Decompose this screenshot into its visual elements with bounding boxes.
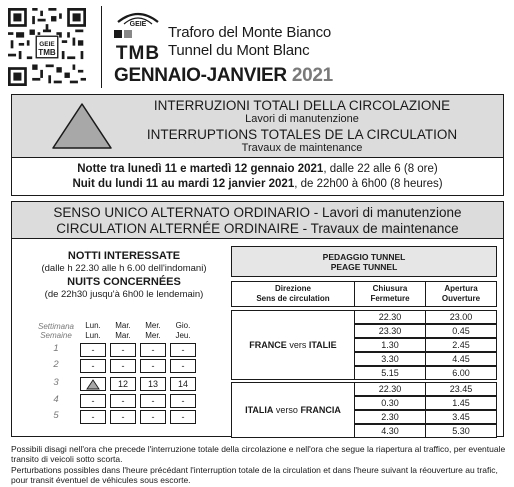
table-cell-opening: 4.45 [425, 352, 497, 366]
calendar-cell: - [170, 359, 196, 373]
col-close-it: Chiusura [372, 284, 408, 293]
table-cell-closing: 23.30 [354, 324, 426, 338]
day-header-tue [110, 321, 136, 341]
calendar-cell: 14 [170, 377, 196, 391]
table-cell-closing: 2.30 [354, 410, 426, 424]
calendar-cell: - [110, 394, 136, 408]
closure-notice-it [12, 163, 503, 175]
day-tue-it: Mar. [115, 321, 131, 330]
day-header-wed [140, 321, 166, 341]
calendar-cell: - [170, 394, 196, 408]
col-open-it: Apertura [444, 284, 478, 293]
year-label: 2021 [291, 65, 333, 86]
closure-date-it: Notte tra lunedì 11 e martedì 12 gennaio 2021 [77, 163, 324, 175]
table-cell-closing: 0.30 [354, 396, 426, 410]
alternating-title-it [12, 205, 503, 220]
day-wed-it: Mer. [145, 321, 161, 330]
direction-italia-francia [231, 382, 355, 438]
warning-triangle-icon [86, 379, 100, 390]
table-cell-opening: 6.00 [425, 366, 497, 380]
direction-from: FRANCE [249, 340, 287, 350]
closure-notice-fr [12, 178, 503, 190]
week-label-it: Settimana [37, 322, 75, 331]
table-cell-opening: 23.45 [425, 382, 497, 396]
column-header-closing [354, 281, 426, 307]
tmb-logo-icon [112, 4, 164, 62]
week-number: 2 [53, 359, 59, 370]
logo-bottom-text: TMB [115, 43, 161, 62]
svg-text:TMB: TMB [38, 48, 56, 58]
table-cell-closing: 22.30 [354, 310, 426, 324]
col-dir-fr: Sens de circulation [256, 294, 330, 303]
calendar-cell: - [110, 343, 136, 357]
table-cell-opening: 2.45 [425, 338, 497, 352]
calendar-cell: - [80, 410, 106, 424]
tunnel-name-it: Traforo del Monte Bianco [168, 24, 332, 41]
calendar-cell: - [140, 394, 166, 408]
alternating-title-fr [12, 221, 503, 236]
day-mon-it: Lun. [85, 321, 101, 330]
footnote-fr: Perturbations possibles dans l'heure précédant l'interruption totale de la circulation et dans l'heure suivant la réouverture au trafic, pour transit éventuel de véhicules sous escorte. [11, 465, 498, 485]
table-cell-opening: 1.45 [425, 396, 497, 410]
closure-hours-fr: , de 22h00 à 6h00 (8 heures) [294, 178, 443, 190]
table-cell-closing: 5.15 [354, 366, 426, 380]
header [0, 0, 514, 92]
qr-code-icon[interactable] [8, 8, 86, 86]
table-cell-opening: 23.00 [425, 310, 497, 324]
table-cell-closing: 1.30 [354, 338, 426, 352]
day-tue-fr: Mar. [115, 331, 131, 340]
calendar-cell: - [80, 343, 106, 357]
week-label-fr: Semaine [40, 331, 72, 340]
table-cell-closing: 4.30 [354, 424, 426, 438]
footnote-it: Possibili disagi nell'ora che precede l'interruzione totale della circolazione e nell'ora che segue la riapertura al traffico, per eventuale transito di veicoli sotto scorta. [11, 444, 506, 464]
nights-title-it: NOTTI INTERESSATE [67, 250, 181, 262]
total-closure-header [12, 95, 503, 158]
alternating-title-fr-main: CIRCULATION ALTERNÉE ORDINAIRE [56, 221, 299, 236]
tunnel-name-fr: Tunnel du Mont Blanc [168, 42, 310, 59]
week-number: 4 [53, 394, 59, 405]
direction-to: FRANCIA [300, 405, 341, 415]
calendar-cell-closure [80, 377, 106, 391]
logo-top-text: GEIE [129, 21, 147, 28]
table-cell-closing: 3.30 [354, 352, 426, 366]
column-header-direction [231, 281, 355, 307]
calendar-cell: - [110, 359, 136, 373]
calendar-cell: - [80, 359, 106, 373]
alternating-title-fr-sub: - Travaux de maintenance [298, 221, 459, 236]
calendar-cell: - [170, 343, 196, 357]
warning-triangle-icon [50, 101, 114, 151]
calendar-cell: - [170, 410, 196, 424]
toll-schedule-table [231, 246, 497, 434]
toll-title-it: PEDAGGIO TUNNEL [322, 252, 406, 262]
direction-france-italie [231, 310, 355, 380]
closure-date-fr: Nuit du lundi 11 au mardi 12 janvier 2021 [72, 178, 295, 190]
total-closure-panel [11, 94, 504, 196]
nights-sub-it: (dalle h 22.30 alle h 6.00 dell'indomani) [41, 263, 207, 274]
week-number: 3 [53, 377, 59, 388]
alternating-header [12, 202, 503, 239]
total-closure-title-fr: INTERRUPTIONS TOTALES DE LA CIRCULATION [146, 127, 458, 142]
total-closure-sub-fr: Travaux de maintenance [241, 142, 363, 154]
alternating-title-it-main: SENSO UNICO ALTERNATO ORDINARIO [53, 205, 310, 220]
calendar-cell: - [140, 410, 166, 424]
day-thu-fr: Jeu. [175, 331, 191, 340]
col-dir-it: Direzione [274, 284, 311, 293]
day-header-mon [80, 321, 106, 341]
alternating-traffic-panel [11, 201, 504, 437]
table-cell-opening: 0.45 [425, 324, 497, 338]
total-closure-title-it: INTERRUZIONI TOTALI DELLA CIRCOLAZIONE [153, 98, 451, 113]
closure-hours-it: , dalle 22 alle 6 (8 ore) [323, 163, 438, 175]
table-cell-opening: 3.45 [425, 410, 497, 424]
direction-to: ITALIE [308, 340, 337, 350]
day-mon-fr: Lun. [85, 331, 101, 340]
col-close-fr: Fermeture [370, 294, 410, 303]
col-open-fr: Ouverture [441, 294, 481, 303]
direction-connector: vers [289, 340, 307, 350]
direction-from: ITALIA [245, 405, 274, 415]
week-number: 1 [53, 343, 59, 354]
calendar-cell: 13 [140, 377, 166, 391]
page-title [114, 65, 333, 87]
week-number: 5 [53, 410, 59, 421]
svg-text:GEIE: GEIE [39, 41, 55, 49]
day-wed-fr: Mer. [145, 331, 161, 340]
nights-title-fr: NUITS CONCERNÉES [67, 276, 181, 288]
calendar-cell: - [110, 410, 136, 424]
header-divider [101, 6, 102, 88]
day-thu-it: Gio. [175, 321, 191, 330]
month-label: GENNAIO-JANVIER [114, 65, 287, 86]
calendar-cell: - [140, 359, 166, 373]
nights-sub-fr: (de 22h30 jusqu'à 6h00 le lendemain) [44, 289, 204, 300]
table-cell-closing: 22.30 [354, 382, 426, 396]
calendar-cell: - [80, 394, 106, 408]
alternating-title-it-sub: - Lavori di manutenzione [309, 205, 462, 220]
day-header-thu [170, 321, 196, 341]
column-header-opening [425, 281, 497, 307]
toll-title-fr: PEAGE TUNNEL [330, 262, 398, 272]
total-closure-sub-it: Lavori di manutenzione [245, 113, 359, 125]
toll-table-title [231, 246, 497, 277]
calendar-cell: 12 [110, 377, 136, 391]
calendar-cell: - [140, 343, 166, 357]
table-cell-opening: 5.30 [425, 424, 497, 438]
direction-connector: verso [275, 405, 298, 415]
